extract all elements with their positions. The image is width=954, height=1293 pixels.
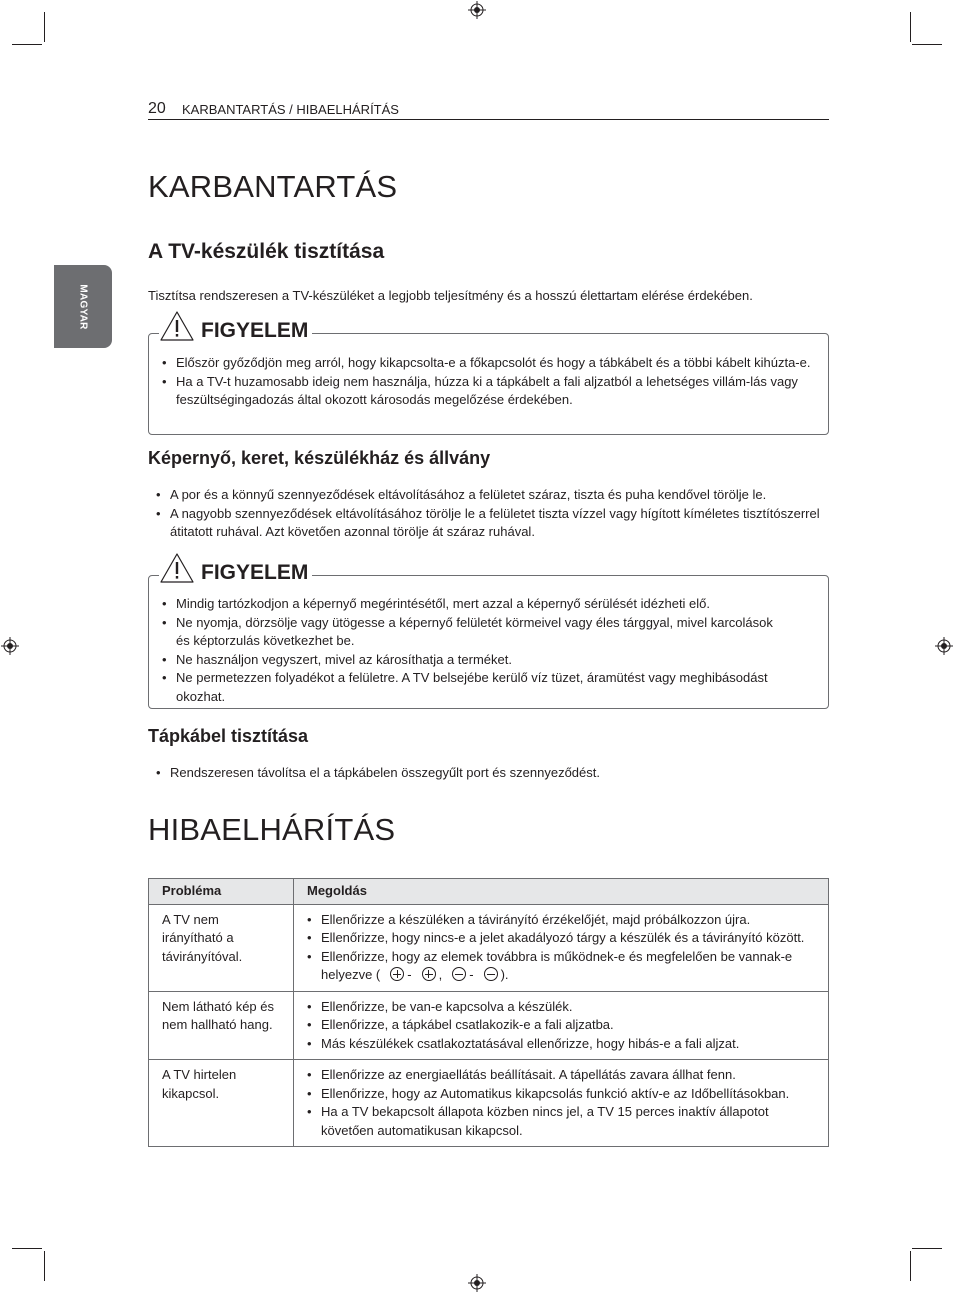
list-item: • Ellenőrizze az energiaellátás beállításait. A tápellátás zavara állhat fenn. [307,1066,815,1085]
list-item: • Más készülékek csatlakoztatásával ellenőrizze, hogy hibás-e a fali aljzat. [307,1035,815,1054]
table-header-row [149,879,829,905]
caution-heading [159,310,312,342]
problem-cell: Nem látható kép és nem hallható hang. [149,991,294,1060]
column-header-problem: Probléma [149,879,294,905]
caution-box [148,319,829,435]
crop-mark [910,1251,911,1281]
problem-cell: A TV hirtelen kikapcsol. [149,1060,294,1147]
list-item: • Ellenőrizze, hogy az Automatikus kikapcsolás funkció aktív-e az Időbellításokban. [307,1085,815,1104]
crop-mark [44,1251,45,1281]
troubleshooting-table [148,878,829,1147]
screen-cleaning-title: Képernyő, keret, készülékház és állvány [148,448,491,468]
running-header: KARBANTARTÁS / HIBAELHÁRÍTÁS [182,102,399,117]
list-item: • Ellenőrizze, hogy nincs-e a jelet akadályozó tárgy a készülék és a távirányító között. [307,929,815,948]
tv-cleaning-title: A TV-készülék tisztítása [148,240,385,263]
table-row [149,1060,829,1147]
list-item: • Ellenőrizze, a tápkábel csatlakozik-e a fali aljzatba. [307,1016,815,1035]
list-item: • A nagyobb szennyeződések eltávolításához törölje le a felületet tiszta vízzel vagy hígított kíméletes tisztítószerrel átitatott ruhával. Azt követően azonnal törölje át száraz ruhával. [156,505,836,542]
caution-list [162,595,777,706]
solution-list [307,998,815,1054]
warning-icon [159,310,195,342]
problem-cell: A TV nem irányítható a távirányítóval. [149,904,294,991]
list-item: • Először győződjön meg arról, hogy kikapcsolta-e a főkapcsolót és hogy a tábkábelt és a többi kábelt kihúzta-e. [162,354,812,373]
table-row [149,904,829,991]
crop-mark [44,12,45,42]
crop-mark [12,1248,42,1249]
caution-heading [159,552,312,584]
plus-symbol-icon [422,967,436,981]
crop-mark [910,12,911,42]
registration-mark-icon [935,637,953,655]
solution-list [307,911,815,985]
crop-mark [12,44,42,45]
crop-mark [912,44,942,45]
battery-text: Ellenőrizze, hogy az elemek továbbra is működnek-e és megfelelően be vannak-e helyezve ( [321,948,793,982]
caution-list [162,354,812,410]
page-number: 20 [148,100,166,117]
column-header-solution: Megoldás [294,879,829,905]
caution-label: FIGYELEM [201,319,309,342]
solution-cell [294,1060,829,1147]
list-item: • Ha a TV-t huzamosabb ideig nem használja, húzza ki a tápkábelt a fali aljzatból a lehetséges villám-lás vagy feszültségingadozás által okozott károsodás megelőzése érdekében. [162,373,812,410]
power-cable-list [156,764,836,783]
registration-mark-icon [468,1,486,19]
battery-separator: , [438,967,443,982]
tv-cleaning-intro: Tisztítsa rendszeresen a TV-készüléket a legjobb teljesítmény és a hosszú élettartam elérése érdekében. [148,288,753,303]
list-item: • Ne nyomja, dörzsölje vagy ütögesse a képernyő felületét körmeivel vagy éles tárggyal, mivel karcolások és képtorzulás következhet be. [162,614,777,651]
maintenance-title: KARBANTARTÁS [148,169,398,204]
battery-separator: - [469,967,474,982]
solution-list [307,1066,815,1140]
minus-symbol-icon [484,967,498,981]
troubleshooting-title: HIBAELHÁRÍTÁS [148,812,396,847]
language-tab-label: MAGYAR [77,283,89,330]
power-cable-title: Tápkábel tisztítása [148,726,309,746]
list-item: • Ne permetezzen folyadékot a felületre. A TV belsejébe kerülő víz tüzet, áramütést vagy meghibásodást okozhat. [162,669,777,706]
list-item: • A por és a könnyű szennyeződések eltávolításához a felületet száraz, tiszta és puha kendővel törölje le. [156,486,836,505]
minus-symbol-icon [452,967,466,981]
caution-box [148,561,829,709]
list-item [307,948,815,985]
crop-mark [912,1248,942,1249]
list-item: • Rendszeresen távolítsa el a tápkábelen összegyűlt port és szennyeződést. [156,764,836,783]
screen-cleaning-list [156,486,836,542]
registration-mark-icon [468,1274,486,1292]
language-tab [54,265,112,348]
caution-label: FIGYELEM [201,561,309,584]
battery-separator: - [407,967,412,982]
solution-cell [294,991,829,1060]
list-item: • Ha a TV bekapcsolt állapota közben nincs jel, a TV 15 perces inaktív állapotot követően automatikusan kikapcsol. [307,1103,815,1140]
battery-end: ). [500,967,509,982]
list-item: • Mindig tartózkodjon a képernyő megérintésétől, mert azzal a képernyő sérülését idézheti elő. [162,595,777,614]
list-item: • Ellenőrizze, be van-e kapcsolva a készülék. [307,998,815,1017]
plus-symbol-icon [390,967,404,981]
list-item: • Ellenőrizze a készüléken a távirányító érzékelőjét, majd próbálkozzon újra. [307,911,815,930]
warning-icon [159,552,195,584]
registration-mark-icon [1,637,19,655]
table-row [149,991,829,1060]
header-rule [148,119,829,120]
solution-cell [294,904,829,991]
list-item: • Ne használjon vegyszert, mivel az károsíthatja a terméket. [162,651,777,670]
